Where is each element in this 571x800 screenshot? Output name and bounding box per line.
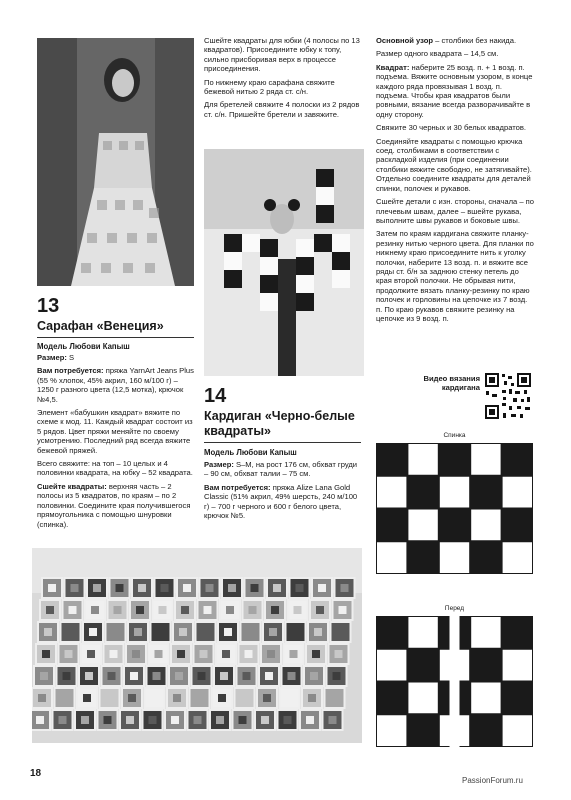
diagram-square (503, 715, 532, 746)
diagram-square (440, 477, 469, 508)
front-label: Перед (444, 605, 465, 612)
sew-text: Сшейте детали с изн. стороны, сначала – по плечевым швам, далее – вшейте рукава, выполните швы рукавов и боковые швы. (376, 197, 534, 225)
front-opening (450, 616, 460, 747)
p14-size-label: Размер: (204, 460, 234, 469)
p14-materials-label: Вам потребуется: (204, 482, 271, 492)
diagram-square (377, 542, 406, 573)
project14-title: Кардиган «Черно-белые квадраты» (204, 409, 355, 438)
diagram-square (377, 715, 406, 746)
square-label: Квадрат: (376, 62, 410, 72)
diagram-square (377, 650, 406, 681)
project14-number: 14 (204, 385, 227, 407)
main-pattern-text: – столбики без накида. (435, 36, 517, 45)
project14-instructions (376, 36, 534, 327)
band-text: Затем по краям кардигана свяжите планку-резинку нитью черного цвета. Для планки по нижнему краю присоедините нить к уголку полочки, наберите 13 возд. п. и вяжите все ряды ст. б/н за заднюю стенку петель до края второй полочки. Не обрывая нити, продолжите вязать планку-резинку по краю полочек и горловины на цепочке из 7 возд. п. По краю рукавов свяжите резинку на цепочке из 9 возд. п. (376, 229, 534, 323)
diagram-square (377, 477, 406, 508)
front-diagram (376, 616, 533, 747)
diagram-square (408, 444, 437, 475)
materials-label: Вам потребуется: (37, 366, 104, 376)
p14-materials-text: пряжа Alize Lana Gold Classic (51% акрил, 49% шерсть, 240 м/100 г) – 700 г черного и 600 г белого цвета, крючок №5. (204, 482, 358, 521)
assembly-text: верхняя часть – 2 полосы из 5 квадратов, по краям – по 2 половинки. Соедините края получившегося прямоугольника с помощью шнуровки (спинка). (37, 481, 191, 529)
cardigan-photo (204, 149, 364, 376)
col2-p1: Сшейте квадраты для юбки (4 полосы по 13 квадратов). Присоедините юбку к топу, сильно присборивая верх в процессе присоединения. (204, 36, 360, 74)
project14-rule (204, 442, 361, 443)
project13-body (37, 353, 194, 533)
col2-p3: Для бретелей свяжите 4 полоски из 2 рядов ст. с/н. Пришейте бретели и завяжите. (204, 100, 360, 119)
diagram-square (471, 510, 500, 541)
diagram-square (471, 617, 500, 648)
project13-para2: Всего свяжите: на топ – 10 целых и 4 половинки квадрата, на юбку – 52 квадрата. (37, 459, 193, 478)
diagram-square (408, 683, 437, 714)
project13-number: 13 (37, 295, 60, 317)
diagram-square (471, 444, 500, 475)
materials-text: пряжа YarnArt Jeans Plus (55 % хлопок, 45% акрил, 160 м/100 г) – 1250 г разного цвета (12,5 мотка), крючок №4,5. (37, 366, 194, 404)
project14-model: Модель Любови Капыш (204, 448, 297, 457)
square-text: наберите 25 возд. п. + 1 возд. п. подъема. Вяжите основным узором, в конце каждого ряда провязывая 1 возд. п. подъема. Чтобы края квадратов были ровными, вязание всегда разворачивайте в одну сторону. (376, 62, 533, 119)
diagram-square (440, 542, 469, 573)
count-text: Свяжите 30 черных и 30 белых квадратов. (376, 123, 527, 133)
back-diagram (376, 443, 533, 574)
diagram-square (503, 650, 532, 681)
diagram-square (408, 617, 437, 648)
squares-photo (32, 548, 362, 743)
join-text: Соединяйте квадраты с помощью крючка соед. столбиками в соответствии с раскладкой изделия (при соединении столбики вяжите свободно, не затягивайте). Отдельно соедините квадраты для деталей спинки, полочек и рукавов. (376, 136, 532, 193)
watermark: PassionForum.ru (462, 776, 523, 785)
dress-photo (37, 38, 194, 286)
square-size: Размер одного квадрата – 14,5 см. (376, 49, 499, 59)
size-value: S (69, 353, 75, 362)
col2-p2: По нижнему краю сарафана свяжите бежевой нитью 2 ряда ст. с/н. (204, 77, 335, 97)
project13-rule (37, 337, 194, 338)
size-label: Размер: (37, 353, 67, 362)
project13-para1: Элемент «бабушкин квадрат» вяжите по схеме к мод. 11. Каждый квадрат состоит из 5 рядов. Цвет пряжи меняйте по своему усмотрению. Последний ряд всегда вяжите бежевой пряжей. (37, 408, 193, 455)
main-pattern-label: Основной узор (376, 36, 434, 45)
project14-body (204, 460, 362, 524)
video-label: Видео вязания кардигана (423, 374, 480, 393)
diagram-square (408, 510, 437, 541)
p14-size-value: S–M, на рост 176 см, обхват груди – 90 см, обхват талии – 75 см. (204, 460, 358, 479)
project13-title: Сарафан «Венеция» (37, 319, 164, 333)
qr-code-icon[interactable] (484, 372, 532, 420)
assembly-label: Сшейте квадраты: (37, 481, 107, 491)
diagram-square (471, 683, 500, 714)
project13-model: Модель Любови Капыш (37, 342, 130, 351)
project13-continued (204, 36, 361, 123)
page-number: 18 (30, 768, 42, 779)
diagram-square (503, 542, 532, 573)
diagram-square (503, 477, 532, 508)
back-label: Спинка (443, 432, 466, 439)
